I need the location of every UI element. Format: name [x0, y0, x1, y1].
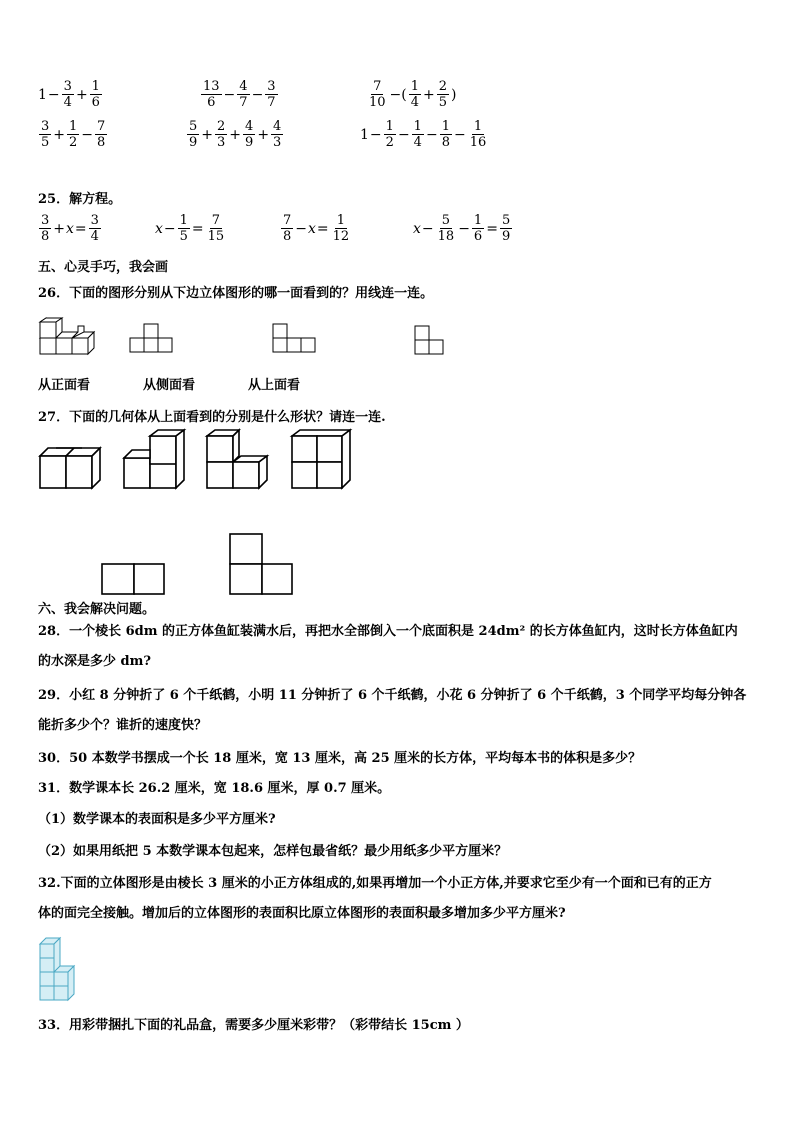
q31-sub2: （2）如果用纸把 5 本数学课本包起来，怎样包最省纸？最少用纸多少平方厘米？	[38, 844, 508, 859]
section-six-heading: 六、我会解决问题。	[38, 602, 156, 617]
calc-expr-4: $\frac{3}{5}$ + $\frac{1}{2}$ − $\frac{7}{8}$	[41, 119, 106, 150]
q32-line1: 32.下面的立体图形是由棱长 3 厘米的小正方体组成的,如果再增加一个小正方体,并要求它至少有一个面和已有的正方	[38, 876, 712, 891]
fraction: $\frac{3}{4}$	[63, 79, 72, 110]
calc-expr-1: 1 − $\frac{3}{4}$ + $\frac{1}{6}$	[38, 79, 100, 110]
fraction: $\frac{3}{7}$	[267, 79, 276, 110]
q27-solid-2	[122, 430, 186, 492]
fraction: $\frac{1}{12}$	[332, 213, 350, 244]
equation-4: x − $\frac{5}{18}$ − $\frac{1}{6}$ = $\frac{5}{9}$	[413, 213, 511, 244]
fraction: $\frac{1}{8}$	[441, 119, 450, 150]
equation-2: x − $\frac{1}{5}$ = $\frac{7}{15}$	[155, 213, 225, 244]
q27-solid-3	[205, 430, 271, 492]
section-five-heading: 五、心灵手巧，我会画	[38, 260, 169, 275]
q28-line2: 的水深是多少 dm?	[38, 654, 151, 669]
fraction: $\frac{1}{2}$	[385, 119, 394, 150]
fraction: $\frac{5}{18}$	[437, 213, 455, 244]
fraction: $\frac{3}{8}$	[41, 213, 50, 244]
q31-sub1: （1）数学课本的表面积是多少平方厘米?	[38, 812, 276, 827]
q26-solid-figure	[38, 318, 102, 358]
fraction: $\frac{4}{3}$	[273, 119, 282, 150]
fraction: $\frac{5}{9}$	[189, 119, 198, 150]
fraction: $\frac{1}{4}$	[410, 79, 420, 110]
calc-expr-2: $\frac{13}{6}$ − $\frac{4}{7}$ − $\frac{3}{7}$	[203, 79, 276, 110]
label-top-view: 从上面看	[248, 378, 301, 393]
fraction: $\frac{13}{6}$	[203, 79, 220, 110]
q30-text: 30．50 本数学书摆成一个长 18 厘米，宽 13 厘米，高 25 厘米的长方体，平均每本书的体积是多少？	[38, 751, 642, 766]
q26-view-a	[130, 322, 178, 356]
fraction: $\frac{1}{2}$	[69, 119, 78, 150]
q32-line2: 体的面完全接触。增加后的立体图形的表面积比原立体图形的表面积最多增加多少平方厘米?	[38, 906, 566, 921]
calc-expr-3: $\frac{7}{10}$ −( $\frac{1}{4}$ + $\frac{2}{5}$ )	[369, 79, 457, 110]
q26-view-b	[273, 322, 321, 356]
q31-text: 31．数学课本长 26.2 厘米，宽 18.6 厘米，厚 0.7 厘米。	[38, 781, 391, 796]
label-front-view: 从正面看	[38, 378, 91, 393]
q27-solid-4	[290, 430, 352, 492]
fraction: $\frac{4}{9}$	[245, 119, 254, 150]
equation-3: $\frac{7}{8}$ − x = $\frac{1}{12}$	[283, 213, 350, 244]
fraction: $\frac{7}{15}$	[207, 213, 225, 244]
fraction: $\frac{5}{9}$	[501, 213, 511, 244]
q26-title: 26．下面的图形分别从下边立体图形的哪一面看到的？用线连一连。	[38, 286, 434, 301]
fraction: $\frac{3}{5}$	[41, 119, 50, 150]
q29-line1: 29．小红 8 分钟折了 6 个千纸鹤，小明 11 分钟折了 6 个千纸鹤，小花 6 分钟折了 6 个千纸鹤，3 个同学平均每分钟各	[38, 688, 747, 703]
q28-line1: 28．一个棱长 6dm 的正方体鱼缸装满水后，再把水全部倒入一个底面积是 24dm² 的长方体鱼缸内，这时长方体鱼缸内	[38, 624, 738, 639]
calc-expr-6: 1 − $\frac{1}{2}$ − $\frac{1}{4}$ − $\frac{1}{8}$ − $\frac{1}{16}$	[360, 119, 487, 150]
q32-cube-stack-figure	[36, 938, 76, 1006]
fraction: $\frac{1}{4}$	[413, 119, 422, 150]
fraction: $\frac{3}{4}$	[90, 213, 99, 244]
calc-expr-5: $\frac{5}{9}$ + $\frac{2}{3}$ + $\frac{4}{9}$ + $\frac{4}{3}$	[189, 119, 282, 150]
label-side-view: 从侧面看	[143, 378, 196, 393]
fraction: $\frac{7}{8}$	[97, 119, 106, 150]
fraction: $\frac{2}{5}$	[438, 79, 448, 110]
fraction: $\frac{4}{7}$	[239, 79, 248, 110]
fraction: $\frac{2}{3}$	[217, 119, 226, 150]
fraction: $\frac{1}{6}$	[91, 79, 100, 110]
q27-top-view-a	[100, 562, 168, 598]
fraction: $\frac{7}{8}$	[283, 213, 292, 244]
q29-line2: 能折多少个？谁折的速度快？	[38, 718, 208, 733]
fraction: $\frac{1}{16}$	[469, 119, 487, 150]
q27-top-view-b	[228, 532, 296, 598]
fraction: $\frac{7}{10}$	[369, 79, 386, 110]
q25-title: 25．解方程。	[38, 192, 122, 207]
q27-solid-1	[38, 444, 102, 490]
fraction: $\frac{1}{5}$	[179, 213, 188, 244]
q27-title: 27．下面的几何体从上面看到的分别是什么形状？请连一连.	[38, 410, 386, 425]
q26-view-c	[415, 322, 449, 362]
fraction: $\frac{1}{6}$	[473, 213, 483, 244]
equation-1: $\frac{3}{8}$ + x = $\frac{3}{4}$	[41, 213, 99, 244]
q33-text: 33．用彩带捆扎下面的礼品盒，需要多少厘米彩带？（彩带结长 15cm ）	[38, 1018, 469, 1033]
